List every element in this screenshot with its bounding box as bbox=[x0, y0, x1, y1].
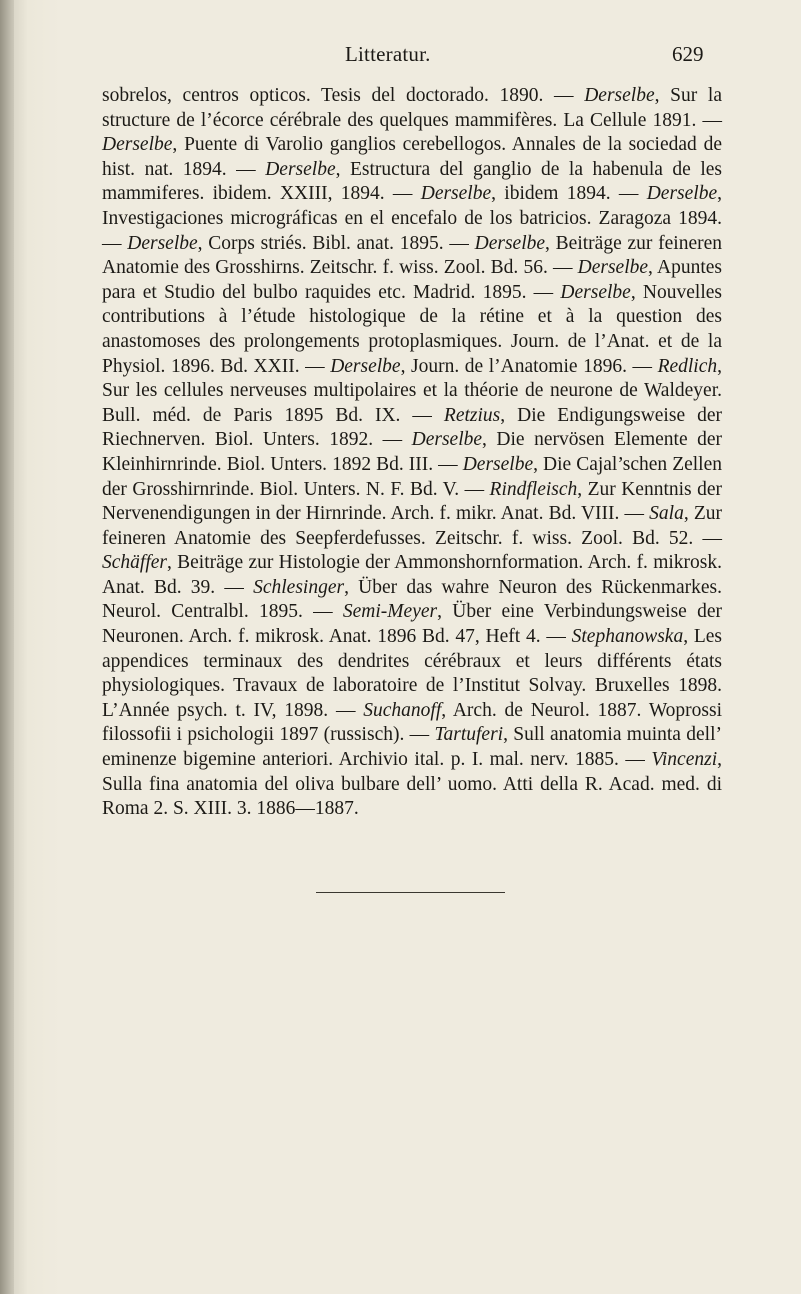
citation-text: , Puente di Varolio ganglios cerebellogos. Annales de la sociedad de hist. nat. 1894. — bbox=[102, 134, 722, 180]
running-head bbox=[0, 42, 801, 72]
author-name: Redlich bbox=[657, 355, 718, 377]
author-name: Retzius bbox=[443, 404, 501, 426]
citation-text: , Sur la structure de l’écorce cérébrale des quelques mammifères. La Cellule 1891. — bbox=[102, 85, 722, 131]
section-end-rule bbox=[316, 892, 505, 893]
citation-text: , Corps striés. Bibl. anat. 1895. — bbox=[197, 232, 475, 254]
running-head-title: Litteratur. bbox=[345, 42, 431, 66]
citation-text: sobrelos, centros opticos. Tesis del doctorado. 1890. — bbox=[102, 85, 585, 106]
author-name: Derselbe bbox=[127, 232, 198, 254]
author-name: Schlesinger bbox=[253, 576, 345, 598]
citation-text: , Zur feineren Anatomie des Seepferdefusses. Zeitschr. f. wiss. Zool. Bd. 52. — bbox=[102, 503, 722, 549]
author-name: Vincenzi bbox=[651, 749, 718, 771]
citation-text: , Die Endigungsweise der Riechnerven. Biol. Unters. 1892. — bbox=[102, 404, 722, 451]
page-number: 629 bbox=[672, 42, 704, 66]
citation-text: , Beiträge zur feineren Anatomie des Grosshirns. Zeitschr. f. wiss. Zool. Bd. 56. — bbox=[102, 232, 722, 279]
author-name: Schäffer bbox=[102, 552, 167, 574]
citation-text: , Journ. de l’Anatomie 1896. — bbox=[400, 355, 658, 377]
author-name: Tartuferi bbox=[434, 724, 504, 746]
author-name: Rindfleisch bbox=[489, 478, 578, 500]
citation-text: , Estructura del ganglio de la habenula de les mammiferes. ibidem. XXIII, 1894. — bbox=[102, 158, 723, 205]
author-name: Semi-Meyer bbox=[342, 601, 438, 623]
author-name: Sala bbox=[649, 503, 684, 525]
author-name: Derselbe bbox=[474, 232, 546, 254]
author-name: Derselbe bbox=[560, 281, 631, 303]
author-name: Derselbe bbox=[420, 183, 492, 205]
citation-text: , Sur les cellules nerveuses multipolaires et la théorie de neurone de Waldeyer. Bull. méd. de Paris 1895 Bd. IX. — bbox=[102, 355, 722, 426]
author-name: Derselbe bbox=[265, 158, 336, 180]
citation-text: , ibidem 1894. — bbox=[491, 183, 647, 205]
citation-text: , Die Cajal’schen Zellen der Grosshirnrinde. Biol. Unters. N. F. Bd. V. — bbox=[102, 453, 722, 500]
author-name: Suchanoff bbox=[363, 699, 442, 721]
page-gutter-shadow bbox=[0, 0, 14, 1294]
bibliography-paragraph bbox=[102, 84, 722, 822]
author-name: Derselbe bbox=[102, 134, 173, 156]
author-name: Derselbe bbox=[646, 183, 718, 205]
author-name: Stephanowska bbox=[571, 626, 684, 648]
citation-text: , Apuntes para et Studio del bulbo raquides etc. Madrid. 1895. — bbox=[102, 257, 722, 303]
citation-text: , Über eine Verbindungsweise der Neuronen. Arch. f. mikrosk. Anat. 1896 Bd. 47, Heft 4. — bbox=[102, 601, 722, 648]
citation-text: , Arch. de Neurol. 1887. Woprossi filossofii i psichologii 1897 (russisch). — bbox=[102, 699, 723, 746]
citation-text: , Les appendices terminaux des dendrites cérébraux et leurs différents états physiologiques. Travaux de laboratoire de l’Institut Solvay. Bruxelles 1898. L’Année psych. t. IV, 1898. — bbox=[102, 626, 723, 721]
author-name: Derselbe bbox=[411, 429, 483, 451]
citation-text: , Nouvelles contributions à l’étude histologique de la rétine et à la question des anastomoses des prolongements protoplasmiques. Journ. de l’Anat. et de la Physiol. 1896. Bd. XXII. — bbox=[102, 281, 722, 377]
citation-text: , Die nervösen Elemente der Kleinhirnrinde. Biol. Unters. 1892 Bd. III. — bbox=[102, 429, 723, 475]
author-name: Derselbe bbox=[584, 85, 655, 106]
author-name: Derselbe bbox=[330, 355, 401, 377]
citation-text: , Über das wahre Neuron des Rückenmarkes. Neurol. Centralbl. 1895. — bbox=[102, 576, 722, 623]
citation-text: , Beiträge zur Histologie der Ammonshornformation. Arch. f. mikrosk. Anat. Bd. 39. — bbox=[102, 552, 722, 598]
author-name: Derselbe bbox=[577, 257, 649, 279]
citation-text: , Sulla fina anatomia del oliva bulbare dell’ uomo. Atti della R. Acad. med. di Roma 2. S. XIII. 3. 1886—1887. bbox=[102, 749, 722, 820]
citation-text: , Sull anatomia muinta dell’ eminenze bigemine anteriori. Archivio ital. p. I. mal. nerv. 1885. — bbox=[102, 724, 722, 771]
author-name: Derselbe bbox=[462, 453, 534, 475]
citation-text: , Investigaciones micrográficas en el encefalo de los batricios. Zaragoza 1894. — bbox=[102, 183, 722, 254]
citation-text: , Zur Kenntnis der Nervenendigungen in der Hirnrinde. Arch. f. mikr. Anat. Bd. VIII. — bbox=[102, 478, 722, 525]
